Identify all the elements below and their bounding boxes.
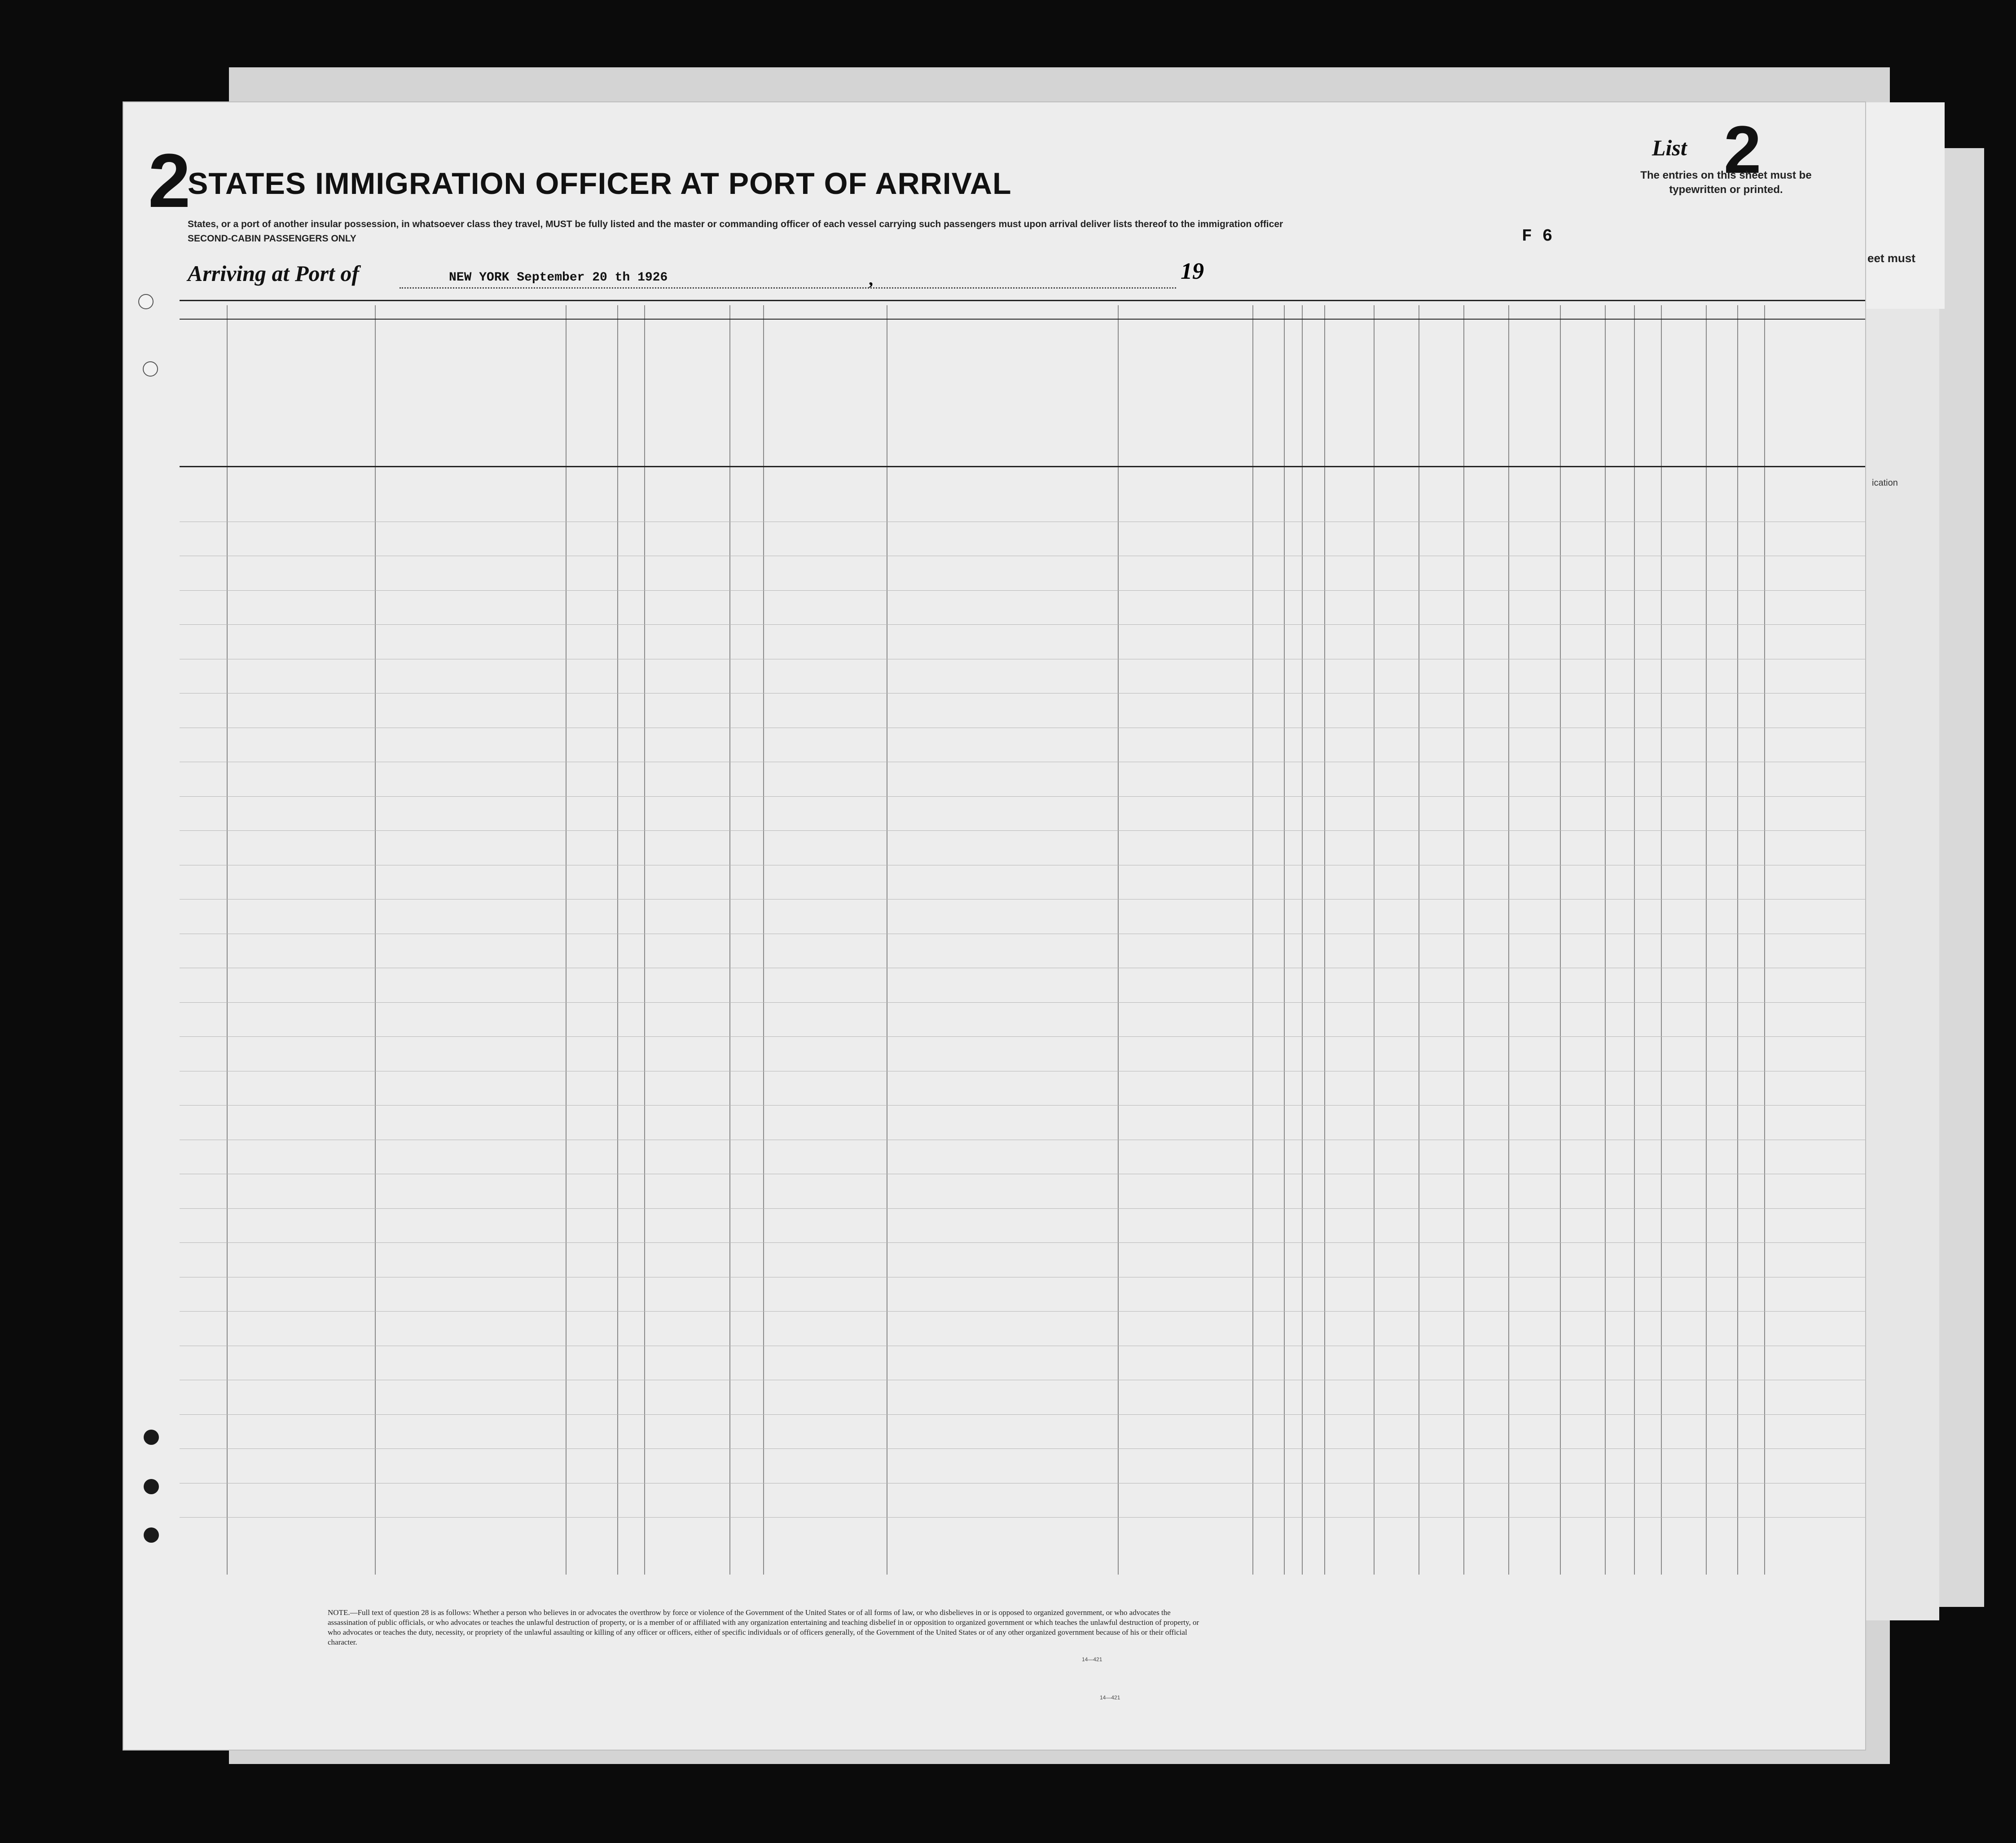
binder-ring	[138, 294, 154, 309]
row-rule	[180, 1208, 1865, 1209]
list-label: List	[1652, 135, 1687, 160]
binder-hole	[144, 1527, 159, 1543]
list-number: 2	[1724, 112, 1761, 187]
column-rule	[227, 305, 228, 1575]
row-rule	[180, 590, 1865, 591]
page-number: 2	[148, 138, 191, 224]
arriving-value: NEW YORK September 20 th 1926	[449, 271, 668, 285]
row-rule	[180, 1002, 1865, 1003]
column-rule	[1634, 305, 1635, 1575]
column-rule	[1706, 305, 1707, 1575]
column-rule	[1284, 305, 1285, 1575]
column-rule	[375, 305, 376, 1575]
column-rule	[763, 305, 764, 1575]
subtitle-instructions: States, or a port of another insular possession, in whatsoever class they travel, MUST be fully listed and the master or commanding officer of each vessel carrying such passengers must upon arrival deliver lists thereof to the immigration officer	[188, 219, 1283, 229]
column-rule	[566, 305, 567, 1575]
header-bottom-rule	[180, 466, 1865, 467]
column-header-money	[646, 342, 664, 455]
column-header-purpose-b	[1165, 342, 1181, 457]
binder-hole	[144, 1430, 159, 1445]
row-rule	[180, 796, 1865, 797]
form-code: 14—421	[1082, 1656, 1102, 1663]
header-top-rule	[180, 300, 1865, 301]
manifest-table	[180, 300, 1865, 1575]
row-rule	[180, 899, 1865, 900]
column-rule	[1508, 305, 1509, 1575]
column-header-c25	[1255, 342, 1270, 457]
column-header-purpose-a	[1124, 342, 1140, 457]
binder-ring	[143, 361, 158, 377]
column-rule	[617, 305, 618, 1575]
column-header-c26	[1286, 342, 1300, 457]
form-code-2: 14—421	[1100, 1694, 1120, 1701]
row-rule	[180, 624, 1865, 625]
row-rule	[180, 1448, 1865, 1449]
row-rule	[180, 1414, 1865, 1415]
column-rule	[644, 305, 645, 1575]
binder-hole	[144, 1479, 159, 1494]
column-rule	[1324, 305, 1325, 1575]
row-rule	[180, 830, 1865, 831]
year-suffix: 19	[1181, 259, 1204, 284]
row-rule	[180, 1242, 1865, 1243]
arriving-dotted-line	[400, 287, 1176, 289]
column-header-c27	[1304, 342, 1320, 457]
column-rule	[1737, 305, 1738, 1575]
adjacent-page-text: eet must	[1867, 251, 1915, 265]
footer-note: NOTE.—Full text of question 28 is as follows: Whether a person who believes in or advocates the overthrow by force or violence of the Government of the United States or of all forms of law, or who disbelieves in or is opposed to organized government, or who advocates the assassination of public officials, or who advocates or teaches the unlawful destruction of property, or is a member of or affiliated with any organization entertaining and teaching disbelief in or opposition to organized government or which teaches the unlawful destruction of property, or who advocates or teaches the duty, necessity, or propriety of the unlawful assaulting or killing of any officer or officers, either of specific individuals or of officers generally, of the Government of the United States or of any other organized government because of his or their official character.	[328, 1608, 1199, 1646]
column-header-c29	[1387, 342, 1403, 457]
column-rule	[1374, 305, 1375, 1575]
page-title: STATES IMMIGRATION OFFICER AT PORT OF ARRIVAL	[188, 167, 1012, 201]
column-header-purpose-c	[1208, 342, 1223, 457]
column-rule	[1764, 305, 1765, 1575]
column-rule	[1252, 305, 1253, 1575]
column-rule	[729, 305, 730, 1575]
column-header-c28	[1342, 342, 1358, 457]
row-rule	[180, 1517, 1865, 1518]
adjacent-page-strip	[1864, 102, 1945, 309]
entries-note: The entries on this sheet must be typewritten or printed.	[1640, 169, 1812, 196]
header-sub-rule	[180, 319, 1865, 320]
column-header-c30	[1432, 342, 1448, 457]
column-rule	[1605, 305, 1606, 1575]
arriving-label: Arriving at Port of	[188, 261, 359, 286]
column-rule	[1302, 305, 1303, 1575]
row-rule	[180, 1105, 1865, 1106]
column-rule	[1118, 305, 1119, 1575]
form-mark: F 6	[1522, 227, 1553, 246]
arriving-comma: ,	[869, 269, 873, 289]
column-rule	[1560, 305, 1561, 1575]
column-rule	[1661, 305, 1662, 1575]
adjacent-page-text-2: ication	[1872, 478, 1898, 488]
row-rule	[180, 1036, 1865, 1037]
subtitle-class: SECOND-CABIN PASSENGERS ONLY	[188, 233, 356, 244]
column-rule	[1463, 305, 1464, 1575]
column-header-ticket	[571, 342, 589, 455]
row-rule	[180, 1311, 1865, 1312]
